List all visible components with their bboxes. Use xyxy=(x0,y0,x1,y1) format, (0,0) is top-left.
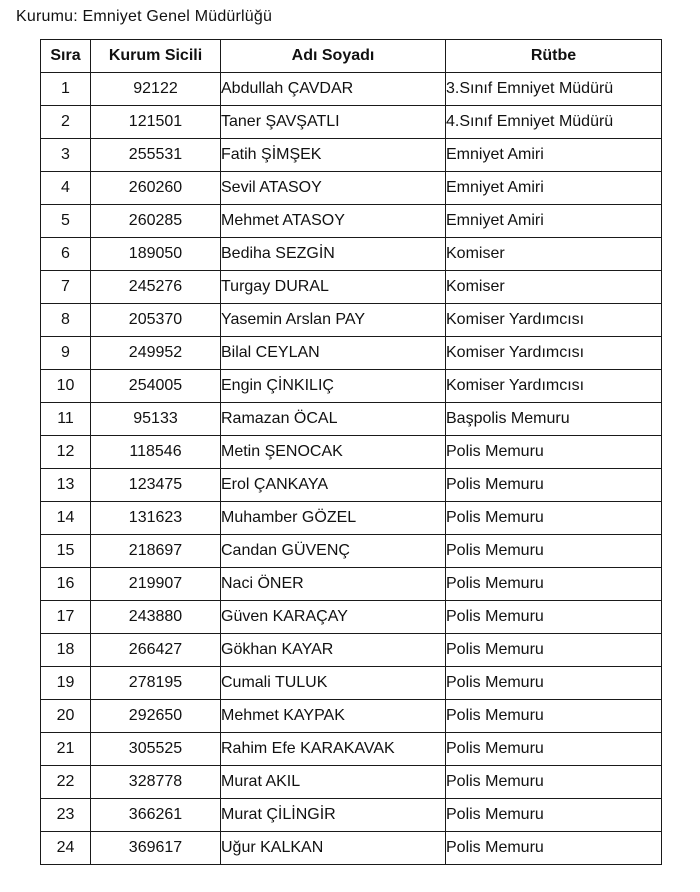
row-adi-soyadi: Taner ŞAVŞATLI xyxy=(221,106,446,139)
table-row xyxy=(41,205,662,238)
column-header-rutbe: Rütbe xyxy=(446,40,662,73)
row-kurum-sicili: 328778 xyxy=(91,766,221,799)
row-adi-soyadi: Abdullah ÇAVDAR xyxy=(221,73,446,106)
column-header-kurum-sicili: Kurum Sicili xyxy=(91,40,221,73)
table-row xyxy=(41,733,662,766)
row-kurum-sicili: 255531 xyxy=(91,139,221,172)
row-rutbe: Polis Memuru xyxy=(446,568,662,601)
row-adi-soyadi: Murat ÇİLİNGİR xyxy=(221,799,446,832)
row-rutbe: Polis Memuru xyxy=(446,700,662,733)
table-row xyxy=(41,238,662,271)
table-row xyxy=(41,799,662,832)
row-adi-soyadi: Bediha SEZGİN xyxy=(221,238,446,271)
row-kurum-sicili: 121501 xyxy=(91,106,221,139)
row-rutbe: Polis Memuru xyxy=(446,436,662,469)
row-adi-soyadi: Engin ÇİNKILIÇ xyxy=(221,370,446,403)
row-kurum-sicili: 266427 xyxy=(91,634,221,667)
table-row xyxy=(41,436,662,469)
table-row xyxy=(41,139,662,172)
table-row xyxy=(41,370,662,403)
row-sira: 2 xyxy=(41,106,91,139)
row-sira: 24 xyxy=(41,832,91,865)
table-row xyxy=(41,304,662,337)
row-adi-soyadi: Ramazan ÖCAL xyxy=(221,403,446,436)
table-row xyxy=(41,73,662,106)
row-kurum-sicili: 205370 xyxy=(91,304,221,337)
table-row xyxy=(41,568,662,601)
row-adi-soyadi: Erol ÇANKAYA xyxy=(221,469,446,502)
table-row xyxy=(41,172,662,205)
row-adi-soyadi: Yasemin Arslan PAY xyxy=(221,304,446,337)
row-sira: 23 xyxy=(41,799,91,832)
row-kurum-sicili: 219907 xyxy=(91,568,221,601)
row-sira: 13 xyxy=(41,469,91,502)
table-row xyxy=(41,832,662,865)
row-rutbe: Komiser Yardımcısı xyxy=(446,337,662,370)
row-kurum-sicili: 249952 xyxy=(91,337,221,370)
row-adi-soyadi: Gökhan KAYAR xyxy=(221,634,446,667)
row-sira: 19 xyxy=(41,667,91,700)
row-sira: 8 xyxy=(41,304,91,337)
row-rutbe: Polis Memuru xyxy=(446,502,662,535)
row-adi-soyadi: Metin ŞENOCAK xyxy=(221,436,446,469)
row-sira: 6 xyxy=(41,238,91,271)
row-sira: 3 xyxy=(41,139,91,172)
row-adi-soyadi: Mehmet KAYPAK xyxy=(221,700,446,733)
row-sira: 21 xyxy=(41,733,91,766)
row-sira: 5 xyxy=(41,205,91,238)
row-adi-soyadi: Candan GÜVENÇ xyxy=(221,535,446,568)
row-adi-soyadi: Mehmet ATASOY xyxy=(221,205,446,238)
row-rutbe: Emniyet Amiri xyxy=(446,139,662,172)
row-rutbe: Polis Memuru xyxy=(446,634,662,667)
row-sira: 7 xyxy=(41,271,91,304)
row-adi-soyadi: Naci ÖNER xyxy=(221,568,446,601)
row-sira: 20 xyxy=(41,700,91,733)
row-rutbe: Polis Memuru xyxy=(446,832,662,865)
row-adi-soyadi: Uğur KALKAN xyxy=(221,832,446,865)
row-rutbe: Komiser xyxy=(446,238,662,271)
table-row xyxy=(41,766,662,799)
row-kurum-sicili: 243880 xyxy=(91,601,221,634)
row-kurum-sicili: 260285 xyxy=(91,205,221,238)
row-kurum-sicili: 131623 xyxy=(91,502,221,535)
personnel-table xyxy=(40,39,662,865)
row-sira: 4 xyxy=(41,172,91,205)
row-adi-soyadi: Rahim Efe KARAKAVAK xyxy=(221,733,446,766)
row-sira: 18 xyxy=(41,634,91,667)
row-adi-soyadi: Sevil ATASOY xyxy=(221,172,446,205)
row-kurum-sicili: 278195 xyxy=(91,667,221,700)
row-sira: 15 xyxy=(41,535,91,568)
row-rutbe: Polis Memuru xyxy=(446,733,662,766)
row-rutbe: Emniyet Amiri xyxy=(446,172,662,205)
table-row xyxy=(41,106,662,139)
row-kurum-sicili: 123475 xyxy=(91,469,221,502)
table-header-row xyxy=(41,40,662,73)
row-adi-soyadi: Turgay DURAL xyxy=(221,271,446,304)
row-rutbe: Polis Memuru xyxy=(446,766,662,799)
row-sira: 12 xyxy=(41,436,91,469)
row-adi-soyadi: Cumali TULUK xyxy=(221,667,446,700)
table-row xyxy=(41,634,662,667)
row-kurum-sicili: 245276 xyxy=(91,271,221,304)
row-rutbe: 4.Sınıf Emniyet Müdürü xyxy=(446,106,662,139)
row-rutbe: Komiser Yardımcısı xyxy=(446,370,662,403)
table-row xyxy=(41,271,662,304)
row-sira: 11 xyxy=(41,403,91,436)
row-adi-soyadi: Bilal CEYLAN xyxy=(221,337,446,370)
table-row xyxy=(41,337,662,370)
row-sira: 10 xyxy=(41,370,91,403)
row-kurum-sicili: 189050 xyxy=(91,238,221,271)
row-kurum-sicili: 95133 xyxy=(91,403,221,436)
row-kurum-sicili: 305525 xyxy=(91,733,221,766)
row-adi-soyadi: Fatih ŞİMŞEK xyxy=(221,139,446,172)
table-row xyxy=(41,700,662,733)
table-row xyxy=(41,469,662,502)
row-sira: 9 xyxy=(41,337,91,370)
row-rutbe: Polis Memuru xyxy=(446,535,662,568)
row-adi-soyadi: Murat AKIL xyxy=(221,766,446,799)
document-title: Kurumu: Emniyet Genel Müdürlüğü xyxy=(16,8,273,25)
column-header-sira: Sıra xyxy=(41,40,91,73)
column-header-adi-soyadi: Adı Soyadı xyxy=(221,40,446,73)
row-kurum-sicili: 254005 xyxy=(91,370,221,403)
row-rutbe: Polis Memuru xyxy=(446,799,662,832)
row-rutbe: Başpolis Memuru xyxy=(446,403,662,436)
row-rutbe: Polis Memuru xyxy=(446,601,662,634)
row-adi-soyadi: Güven KARAÇAY xyxy=(221,601,446,634)
row-rutbe: Emniyet Amiri xyxy=(446,205,662,238)
row-kurum-sicili: 118546 xyxy=(91,436,221,469)
row-sira: 17 xyxy=(41,601,91,634)
row-kurum-sicili: 260260 xyxy=(91,172,221,205)
table-row xyxy=(41,502,662,535)
row-rutbe: Polis Memuru xyxy=(446,469,662,502)
row-rutbe: 3.Sınıf Emniyet Müdürü xyxy=(446,73,662,106)
row-kurum-sicili: 218697 xyxy=(91,535,221,568)
row-sira: 1 xyxy=(41,73,91,106)
row-rutbe: Polis Memuru xyxy=(446,667,662,700)
table-row xyxy=(41,535,662,568)
row-kurum-sicili: 366261 xyxy=(91,799,221,832)
table-row xyxy=(41,601,662,634)
row-kurum-sicili: 369617 xyxy=(91,832,221,865)
row-sira: 14 xyxy=(41,502,91,535)
row-kurum-sicili: 292650 xyxy=(91,700,221,733)
row-sira: 22 xyxy=(41,766,91,799)
row-adi-soyadi: Muhamber GÖZEL xyxy=(221,502,446,535)
row-kurum-sicili: 92122 xyxy=(91,73,221,106)
row-sira: 16 xyxy=(41,568,91,601)
table-row xyxy=(41,667,662,700)
table-row xyxy=(41,403,662,436)
row-rutbe: Komiser xyxy=(446,271,662,304)
row-rutbe: Komiser Yardımcısı xyxy=(446,304,662,337)
